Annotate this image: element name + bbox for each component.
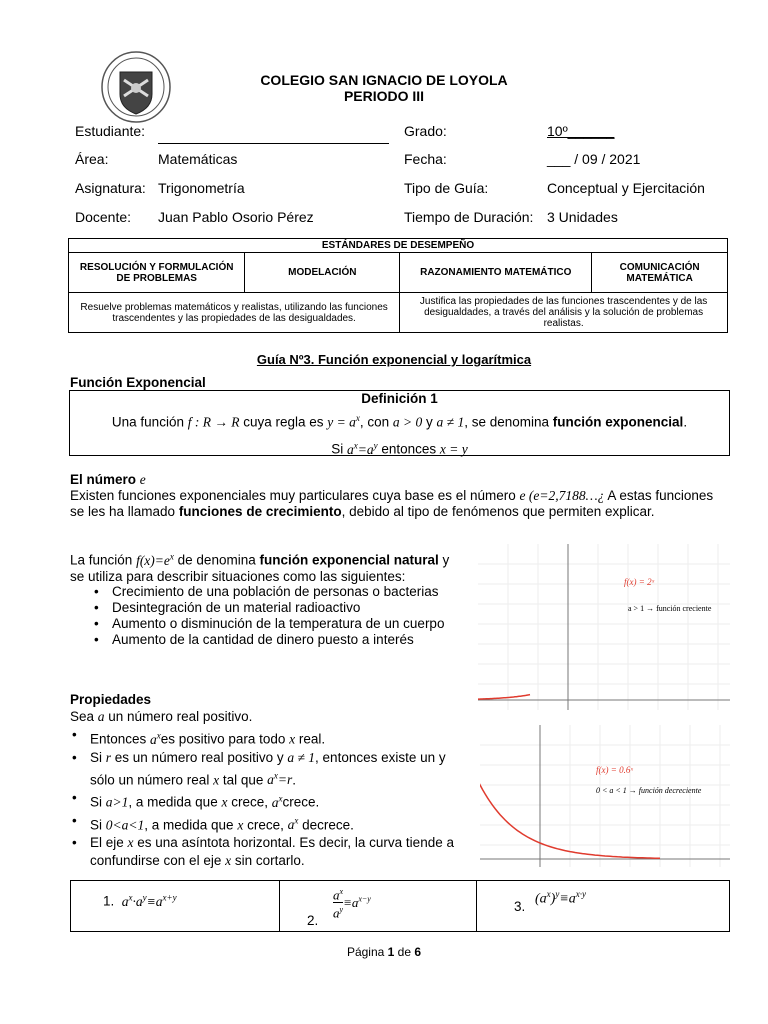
law-3-number: 3. — [514, 899, 526, 914]
student-label: Estudiante: — [75, 123, 146, 139]
graph-decreasing — [480, 725, 730, 867]
guide-title: Guía Nº3. Función exponencial y logarítmica — [256, 352, 532, 367]
teacher-label: Docente: — [75, 209, 132, 225]
standard-col-1: RESOLUCIÓN Y FORMULACIÓN DE PROBLEMAS — [69, 253, 245, 293]
duration-value: 3 Unidades — [547, 209, 618, 225]
subject-value: Trigonometría — [158, 180, 245, 196]
list-item: • Desintegración de un material radioactivo — [88, 600, 468, 616]
applications-list — [88, 584, 468, 648]
natural-exp-paragraph: La función $f(x)=e^x$ de denomina función exponencial natural y se utiliza para describir situaciones como las siguientes: — [70, 551, 450, 584]
date-label: Fecha: — [404, 151, 447, 167]
law-3: $(a^x)^y\equiv a^{x\cdot y}$ — [535, 889, 587, 907]
standards-table — [68, 238, 728, 333]
properties-intro: Sea a un número real positivo. — [70, 709, 253, 724]
grade-label: Grado: — [404, 123, 447, 139]
guide-type-label: Tipo de Guía: — [404, 180, 489, 196]
student-name-line[interactable] — [158, 143, 389, 144]
area-value: Matemáticas — [158, 151, 238, 167]
list-item: • Aumento de la cantidad de dinero puesto a interés — [88, 632, 468, 648]
standards-title: ESTÁNDARES DE DESEMPEÑO — [69, 239, 728, 253]
graph2-note: 0 < a < 1 → función decreciente — [596, 786, 702, 795]
school-name: COLEGIO SAN IGNACIO DE LOYOLA — [260, 72, 508, 88]
properties-heading: Propiedades — [70, 692, 152, 707]
exp-heading: Función Exponencial — [70, 375, 206, 390]
property-item: • Entonces $a^xes$ positivo para todo x real. — [72, 726, 462, 749]
property-item: • Si 0<a<1, a medida que x crece, $a^x$ decrece. — [72, 812, 462, 835]
graph-increasing — [478, 544, 730, 710]
standard-col-3: RAZONAMIENTO MATEMÁTICO — [400, 253, 592, 293]
guide-type-value: Conceptual y Ejercitación — [547, 180, 705, 196]
list-item: • Aumento o disminución de la temperatura de un cuerpo — [88, 616, 468, 632]
definition-title: Definición 1 — [361, 391, 438, 406]
standard-col-4: COMUNICACIÓN MATEMÁTICA — [592, 253, 728, 293]
e-heading: El número e — [70, 472, 146, 487]
law-2: $\frac{a^x}{a^y}$ $\equiv a^{x-y}$ — [333, 887, 371, 921]
properties-list — [72, 726, 462, 870]
definition-text: Una función f : R → R cuya regla es $y = a^x$, con a > 0 y a ≠ 1, se denomina función exponencial. — [111, 413, 688, 430]
grade-value: 10º______ — [547, 123, 615, 139]
subject-label: Asignatura: — [75, 180, 146, 196]
graph1-note: a > 1 → función creciente — [628, 604, 712, 613]
property-item: • El eje x es una asíntota horizontal. Es decir, la curva tiende a confundirse con el eje x sin cortarlo. — [72, 834, 462, 870]
law-2-number: 2. — [307, 913, 319, 928]
exponent-laws-table — [70, 880, 730, 932]
standard-desc-left: Resuelve problemas matemáticos y realistas, utilizando las funciones trascendentes y las propiedades de las desigualdades. — [69, 293, 400, 333]
property-item: • Si a>1, a medida que x crece, $a^xcrece$. — [72, 789, 462, 812]
list-item: • Crecimiento de una población de personas o bacterias — [88, 584, 468, 600]
law-1: 1. $a^x\cdot a^y\equiv a^{x+y}$ — [103, 892, 177, 909]
graph2-label: f(x) = 0.6ˣ — [596, 765, 633, 775]
page-footer: Página 1 de 6 — [346, 945, 422, 959]
period-label: PERIODO III — [343, 88, 425, 104]
definition-equality: Si $a^x=a^y$ entonces x = y — [331, 440, 468, 457]
graph1-label: f(x) = 2ˣ — [624, 577, 655, 587]
e-paragraph: Existen funciones exponenciales muy particulares cuya base es el número e (e=2,7188…¿ A estas funciones se les ha llamado funciones de crecimiento, debido al tipo de fenómenos que permiten explicar. — [70, 488, 714, 519]
property-item: • Si r es un número real positivo y a ≠ 1, entonces existe un y sólo un número real x tal que $a^x=r$. — [72, 749, 462, 790]
standard-desc-right: Justifica las propiedades de las funciones trascendentes y de las desigualdades, a través del análisis y la solución de problemas realistas. — [400, 293, 728, 333]
area-label: Área: — [75, 151, 109, 167]
teacher-value: Juan Pablo Osorio Pérez — [158, 209, 314, 225]
duration-label: Tiempo de Duración: — [404, 209, 534, 225]
standard-col-2: MODELACIÓN — [245, 253, 400, 293]
date-value: ___ / 09 / 2021 — [547, 151, 641, 167]
